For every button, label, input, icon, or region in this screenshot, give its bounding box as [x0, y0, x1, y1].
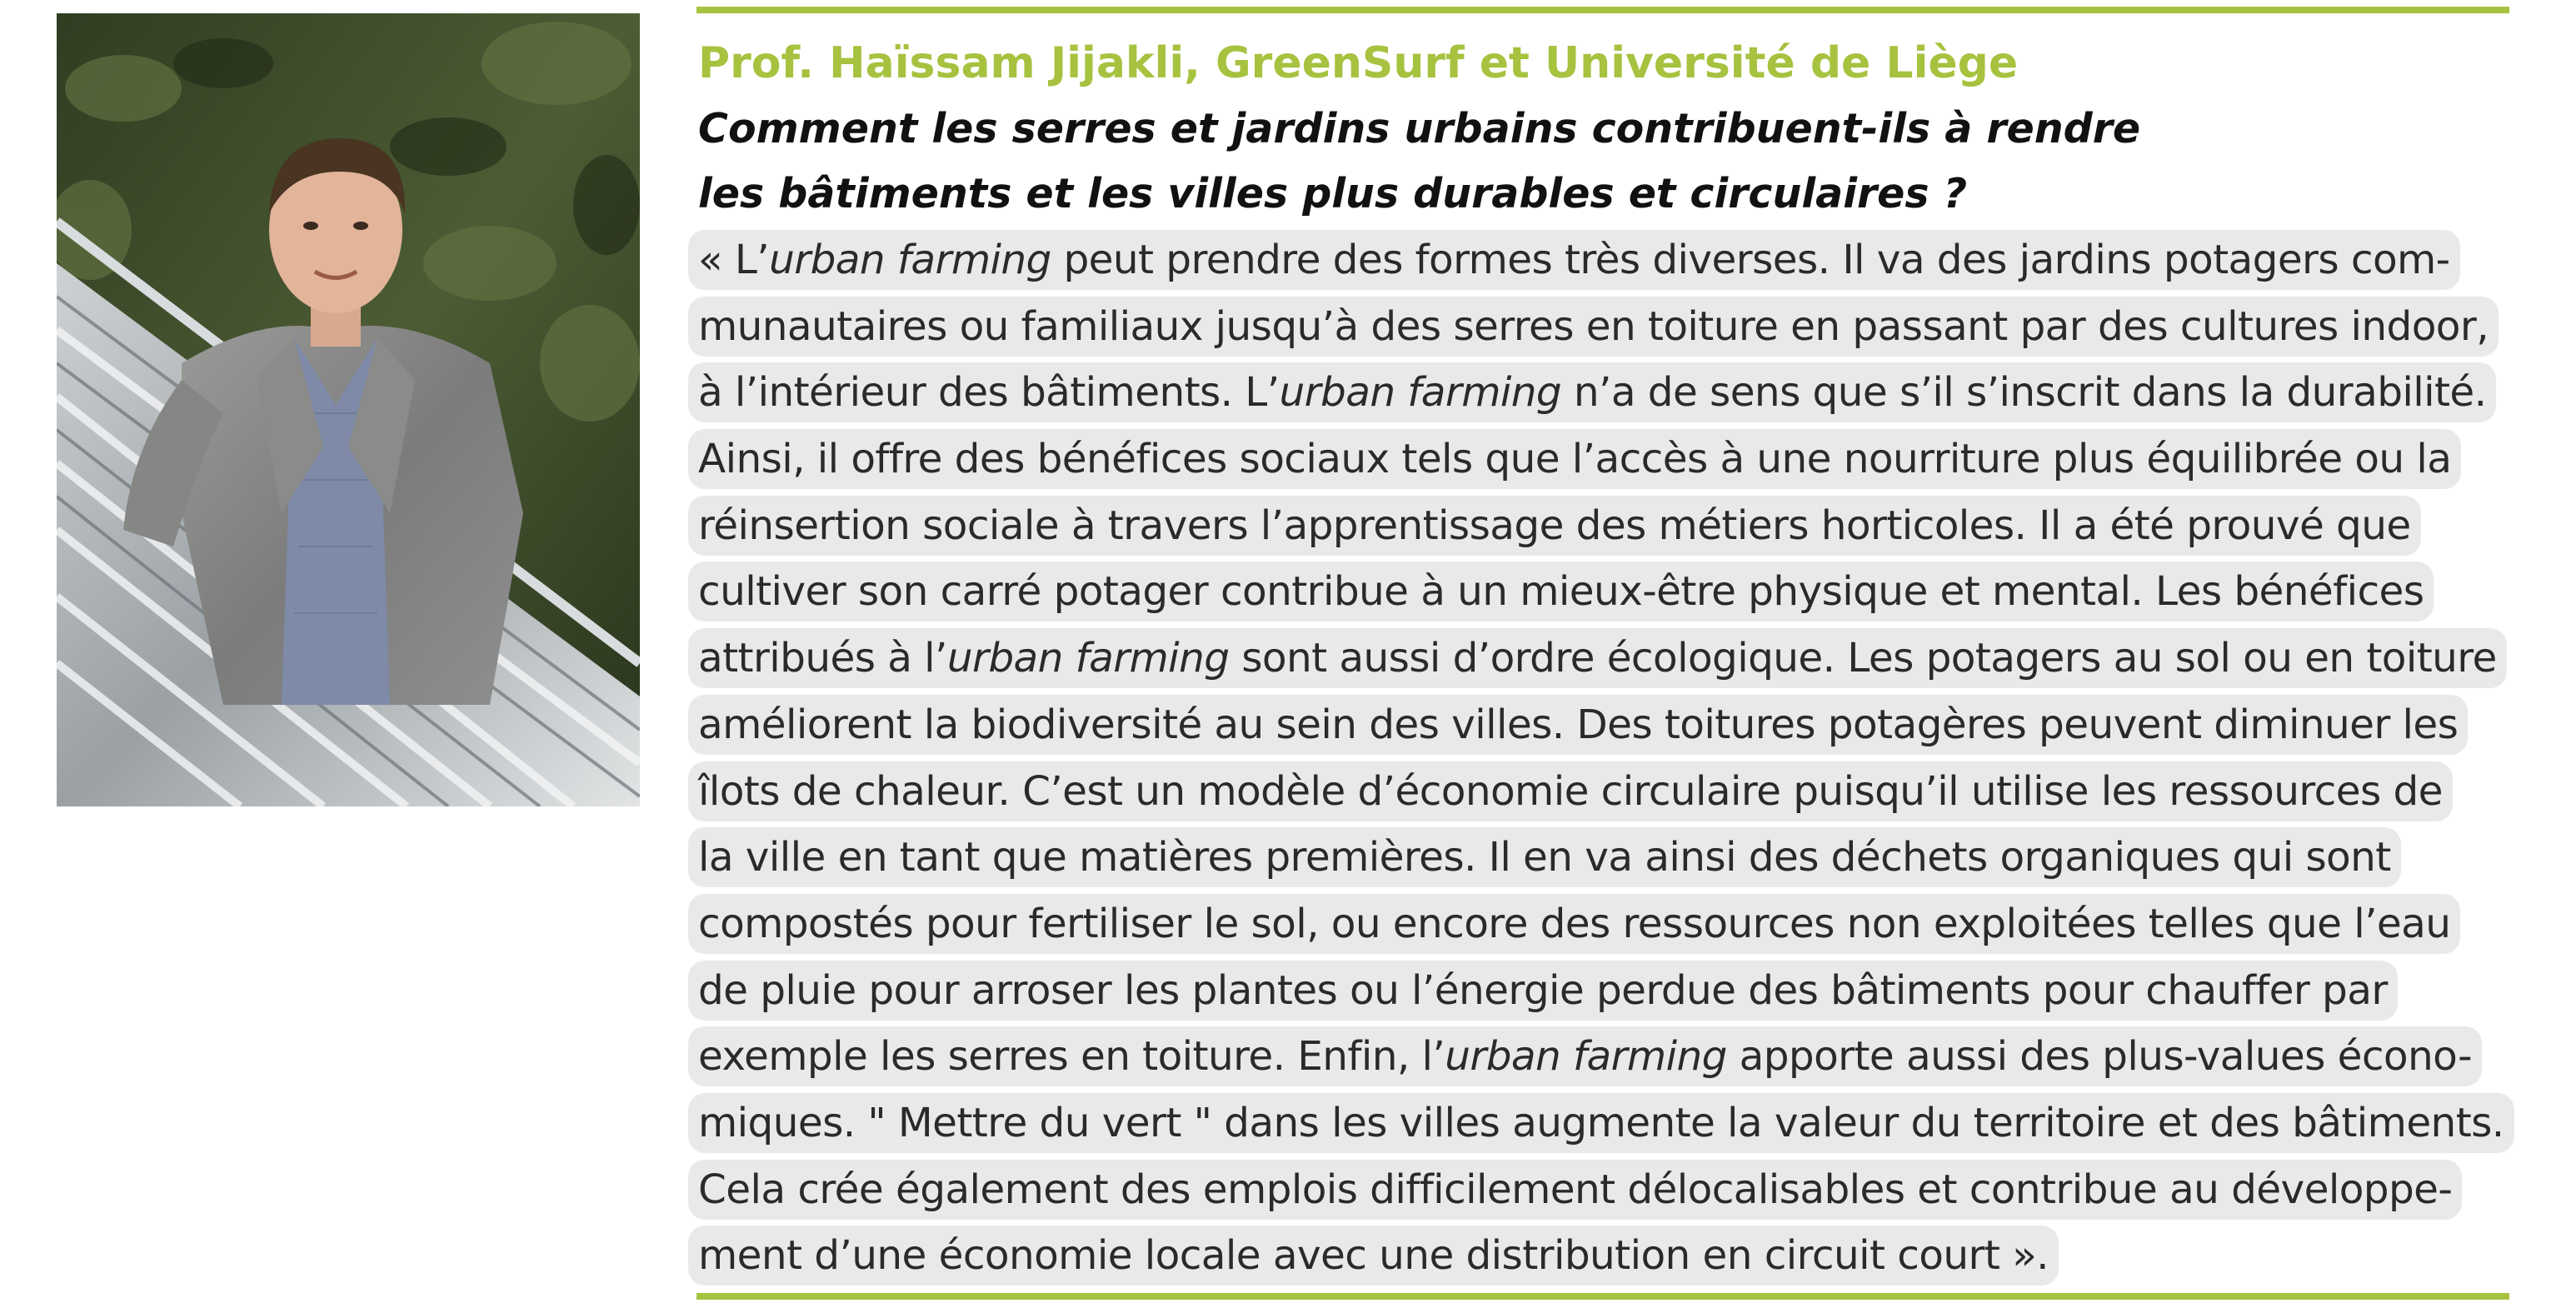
quote-term: urban farming — [946, 635, 1230, 682]
quote-line: munautaires ou familiaux jusqu’à des serres en toiture en passant par des cultures indoor, — [688, 297, 2499, 357]
question-line: Comment les serres et jardins urbains contribuent-ils à rendre — [698, 105, 2141, 152]
portrait-illustration — [57, 13, 640, 806]
quote-text: peut prendre des formes très diverses. Il va des jardins potagers com- — [1051, 237, 2450, 283]
quote-line: améliorent la biodiversité au sein des villes. Des toitures potagères peuvent diminuer les — [688, 695, 2468, 755]
quote-text: exemple les serres en toiture. Enfin, l’ — [698, 1033, 1445, 1081]
quote-line: réinsertion sociale à travers l’apprentissage des métiers horticoles. Il a été prouvé que — [688, 496, 2421, 556]
quote-line: la ville en tant que matières premières. Il en va ainsi des déchets organiques qui sont — [688, 827, 2401, 887]
quote-line: de pluie pour arroser les plantes ou l’énergie perdue des bâtiments pour chauffer par — [688, 961, 2398, 1021]
quote-text: sont aussi d’ordre écologique. Les potagers au sol ou en toiture — [1229, 635, 2497, 682]
quote-term: urban farming — [1445, 1033, 1727, 1081]
top-rule — [696, 7, 2509, 13]
quote-line — [688, 1026, 2482, 1086]
quote-line: îlots de chaleur. C’est un modèle d’économie circulaire puisqu’il utilise les ressources de — [688, 761, 2453, 821]
quote-text: apporte aussi des plus-values écono- — [1726, 1033, 2472, 1081]
quote-text: attribués à l’ — [698, 635, 947, 682]
quote-body — [688, 230, 2521, 1292]
quote-line — [688, 628, 2507, 688]
question-line: les bâtiments et les villes plus durables et circulaires ? — [698, 170, 1968, 217]
quote-line: compostés pour fertiliser le sol, ou encore des ressources non exploitées telles que l’eau — [688, 894, 2460, 954]
bottom-rule — [696, 1293, 2509, 1300]
quote-line: miques. " Mettre du vert " dans les villes augmente la valeur du territoire et des bâtiments. — [688, 1093, 2514, 1153]
interview-question — [698, 97, 2531, 227]
quote-term: urban farming — [1279, 369, 1562, 417]
portrait-photo — [57, 13, 640, 806]
quote-text: n’a de sens que s’il s’inscrit dans la durabilité. — [1561, 369, 2487, 417]
quote-line — [688, 230, 2460, 290]
quote-line: ment d’une économie locale avec une distribution en circuit court ». — [688, 1226, 2059, 1286]
quote-text: à l’intérieur des bâtiments. L’ — [698, 369, 1280, 417]
quote-line: Ainsi, il offre des bénéfices sociaux tels que l’accès à une nourriture plus équilibrée ou la — [688, 429, 2461, 489]
quote-line: Cela crée également des emplois difficilement délocalisables et contribue au développe- — [688, 1160, 2462, 1220]
quote-line: cultiver son carré potager contribue à un mieux-être physique et mental. Les bénéfices — [688, 562, 2434, 622]
quote-line — [688, 362, 2496, 422]
quote-term: urban farming — [769, 237, 1051, 283]
quote-text: « L’ — [698, 237, 770, 283]
author-name: Prof. Haïssam Jijakli, GreenSurf et Université de Liège — [698, 38, 2019, 88]
